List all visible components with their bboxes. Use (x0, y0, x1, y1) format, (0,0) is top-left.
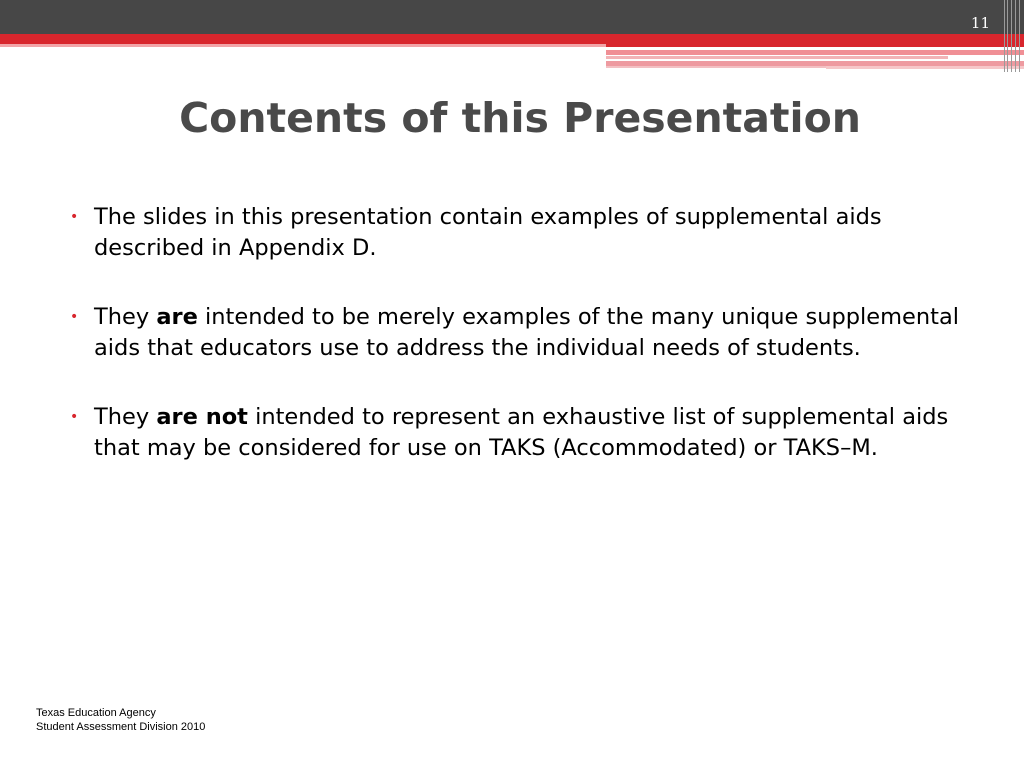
bullet-text-segment: intended to represent an exhaustive list of supplemental aids that may be considered for use on TAKS (Accommodated) or TAKS–M. (94, 404, 949, 461)
header-vertical-line (1004, 0, 1005, 72)
bullet-item (70, 202, 960, 264)
header-dark-bar (0, 0, 1024, 34)
bullet-text-emphasis: are not (156, 404, 248, 430)
bullet-item (70, 302, 960, 364)
bullet-dot-icon: • (70, 209, 79, 225)
footer (36, 706, 205, 734)
bullet-item (70, 402, 960, 464)
header-pink-strip (606, 50, 1024, 55)
bullet-text (94, 404, 948, 461)
header-vertical-line (1011, 0, 1012, 72)
header-pink-strip (606, 56, 948, 59)
bullet-list (70, 202, 960, 502)
header-pink-strip (606, 66, 826, 68)
footer-line-division: Student Assessment Division 2010 (36, 721, 206, 733)
header-vertical-line (1007, 0, 1008, 72)
bullet-text (94, 304, 959, 361)
header-pink-line (0, 44, 606, 47)
slide-title: Contents of this Presentation (179, 94, 861, 142)
bullet-text (94, 204, 882, 261)
bullet-text-segment: They (94, 404, 157, 430)
bullet-dot-icon: • (70, 309, 79, 325)
bullet-text-segment: The slides in this presentation contain examples of supplemental aids described in Appendix D. (94, 204, 882, 261)
slide-number: 11 (970, 14, 990, 32)
footer-line-agency: Texas Education Agency (36, 707, 156, 719)
bullet-text-emphasis: are (156, 304, 198, 330)
header-vertical-line (1015, 0, 1016, 72)
header-pink-strip (826, 66, 1024, 69)
bullet-dot-icon: • (70, 409, 79, 425)
header-vertical-line (1019, 0, 1020, 72)
bullet-text-segment: They (94, 304, 157, 330)
bullet-text-segment: intended to be merely examples of the many unique supplemental aids that educators use to address the individual needs of students. (94, 304, 960, 361)
